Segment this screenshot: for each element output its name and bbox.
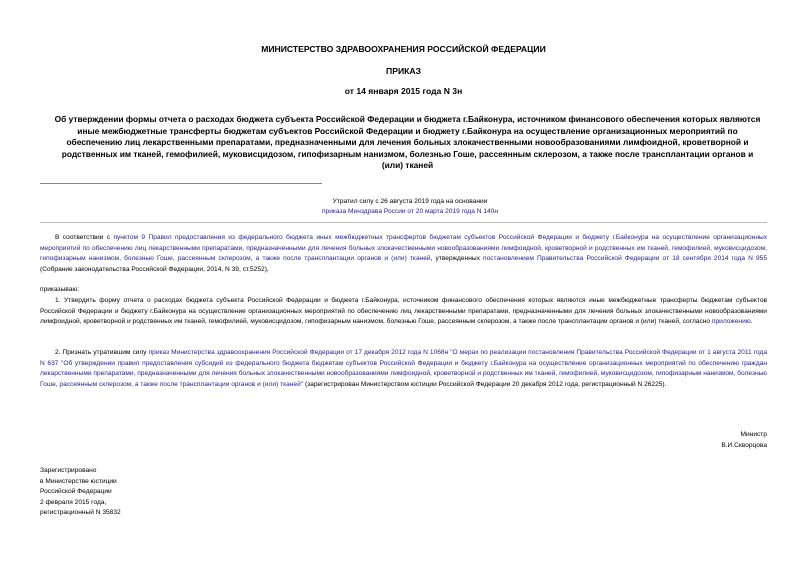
- doc-date-number: от 14 января 2015 года N 3н: [344, 86, 463, 96]
- item-1-paragraph: [40, 296, 767, 328]
- lapsed-line-1: Утратил силу с 26 августа 2019 года на основании: [332, 198, 488, 205]
- registration-line-2: в Министерстве юстиции: [40, 477, 117, 485]
- item-2-lead: 2. Признать утратившим силу: [55, 349, 149, 356]
- lapsed-link[interactable]: приказа Минздрава России от 20 марта 2019 года N 140н: [321, 208, 498, 215]
- registration-line-5: регистрационный N 35832: [40, 509, 121, 517]
- ministry-heading: МИНИСТЕРСТВО ЗДРАВООХРАНЕНИЯ РОССИЙСКОЙ ФЕДЕРАЦИИ: [261, 44, 546, 54]
- repealed-order-link[interactable]: приказ Министерства здравоохранения Российской Федерации от 17 декабря 2012 года N 1068н "О мерах по реализации постановления Правительства Российской Федерации от 1 августа 2011 года N 637 "Об утверждении правил предоставления субсидий из федерального бюджета бюджетам субъектов Российской Федерации и бюджету г.Байконура на осуществление организационных мероприятий по обеспечению граждан лекарственными препаратами, предназначенными для лечения больных злокачественными новообразованиями лимфоидной, кроветворной и родственных им тканей, гемофилией, муковисцидозом, гипофизарным нанизмом, болезнью Гоше, рассеянным склерозом, а также после трансплантации органов и (или) тканей": [40, 349, 767, 388]
- preamble-mid: , утвержденных: [430, 255, 480, 263]
- preamble-lead: В соответствии с: [55, 234, 111, 241]
- signature-block: [600, 430, 767, 451]
- preamble-tail: (Собрание законодательства Российской Федерации, 2014, N 39, ст.5252),: [40, 265, 269, 273]
- appendix-link[interactable]: приложению: [711, 318, 751, 326]
- notice-divider: [40, 222, 767, 223]
- preamble-paragraph: [40, 233, 767, 275]
- item-1-end: .: [750, 318, 753, 326]
- registration-line-4: 2 февраля 2015 года,: [40, 498, 107, 506]
- registration-line-3: Российской Федерации: [40, 488, 112, 496]
- item-2-tail: (зарегистрирован Министерством юстиции Российской Федерации 20 декабря 2012 года, регистрационный N 26225).: [303, 380, 667, 388]
- registration-line-1: Зарегистрировано: [40, 467, 97, 474]
- item-2-paragraph: [40, 348, 767, 390]
- orders-label: приказываю:: [40, 286, 80, 293]
- lapsed-notice: [300, 197, 520, 217]
- government-decree-link[interactable]: постановлением Правительства Российской Федерации от 18 сентября 2014 года N 955: [483, 255, 767, 263]
- doc-type-heading: ПРИКАЗ: [386, 66, 421, 76]
- item-1-text: 1. Утвердить форму отчета о расходах бюджета субъекта Российской Федерации и бюджета г.Байконура, источником финансового обеспечения которых являются иные межбюджетные трансферты бюджетам субъектов Российской Федерации и бюджету г.Байконура на осуществление организационных мероприятий по обеспечению лиц лекарственными препаратами, предназначенными для лечения больных злокачественными новообразованиями лимфоидной, кроветворной и родственных им тканей, гемофилией, муковисцидозом, гипофизарным нанизмом, болезнью Гоше, рассеянным склерозом, а также после трансплантации органов и (или) тканей, согласно: [40, 297, 767, 326]
- document-title-text: Об утверждении формы отчета о расходах бюджета субъекта Российской Федерации и бюджета г.Байконура, источником финансового обеспечения которых являются иные межбюджетные трансферты бюджетам субъектов Российской Федерации и бюджету г.Байконура на осуществление организационных мероприятий по обеспечению лиц лекарственными препаратами, предназначенными для лечения больных злокачественными новообразованиями лимфоидной, кроветворной и родственных им тканей, гемофилией, муковисцидозом, гипофизарным нанизмом, болезнью Гоше, рассеянным склерозом, а также после трансплантации органов и (или) тканей: [54, 114, 761, 170]
- document-title: [50, 114, 765, 172]
- signature-name: В.И.Скворцова: [721, 441, 767, 449]
- signature-role: Министр: [740, 431, 767, 438]
- rules-link[interactable]: пунктом 9 Правил предоставления из федерального бюджета иных межбюджетных трансфертов бюджетам субъектов Российской Федерации и бюджету г.Байконура на осуществление организационных мероприятий по обеспечению лиц лекарственными препаратами, предназначенными для лечения больных злокачественными новообразованиями лимфоидной, кроветворной и родственных им тканей, гемофилией, муковисцидозом, гипофизарным нанизмом, болезнью Гоше, рассеянным склерозом, а также после трансплантации органов и (или) тканей: [40, 234, 767, 263]
- registration-block: [40, 466, 240, 519]
- title-divider: [40, 183, 322, 184]
